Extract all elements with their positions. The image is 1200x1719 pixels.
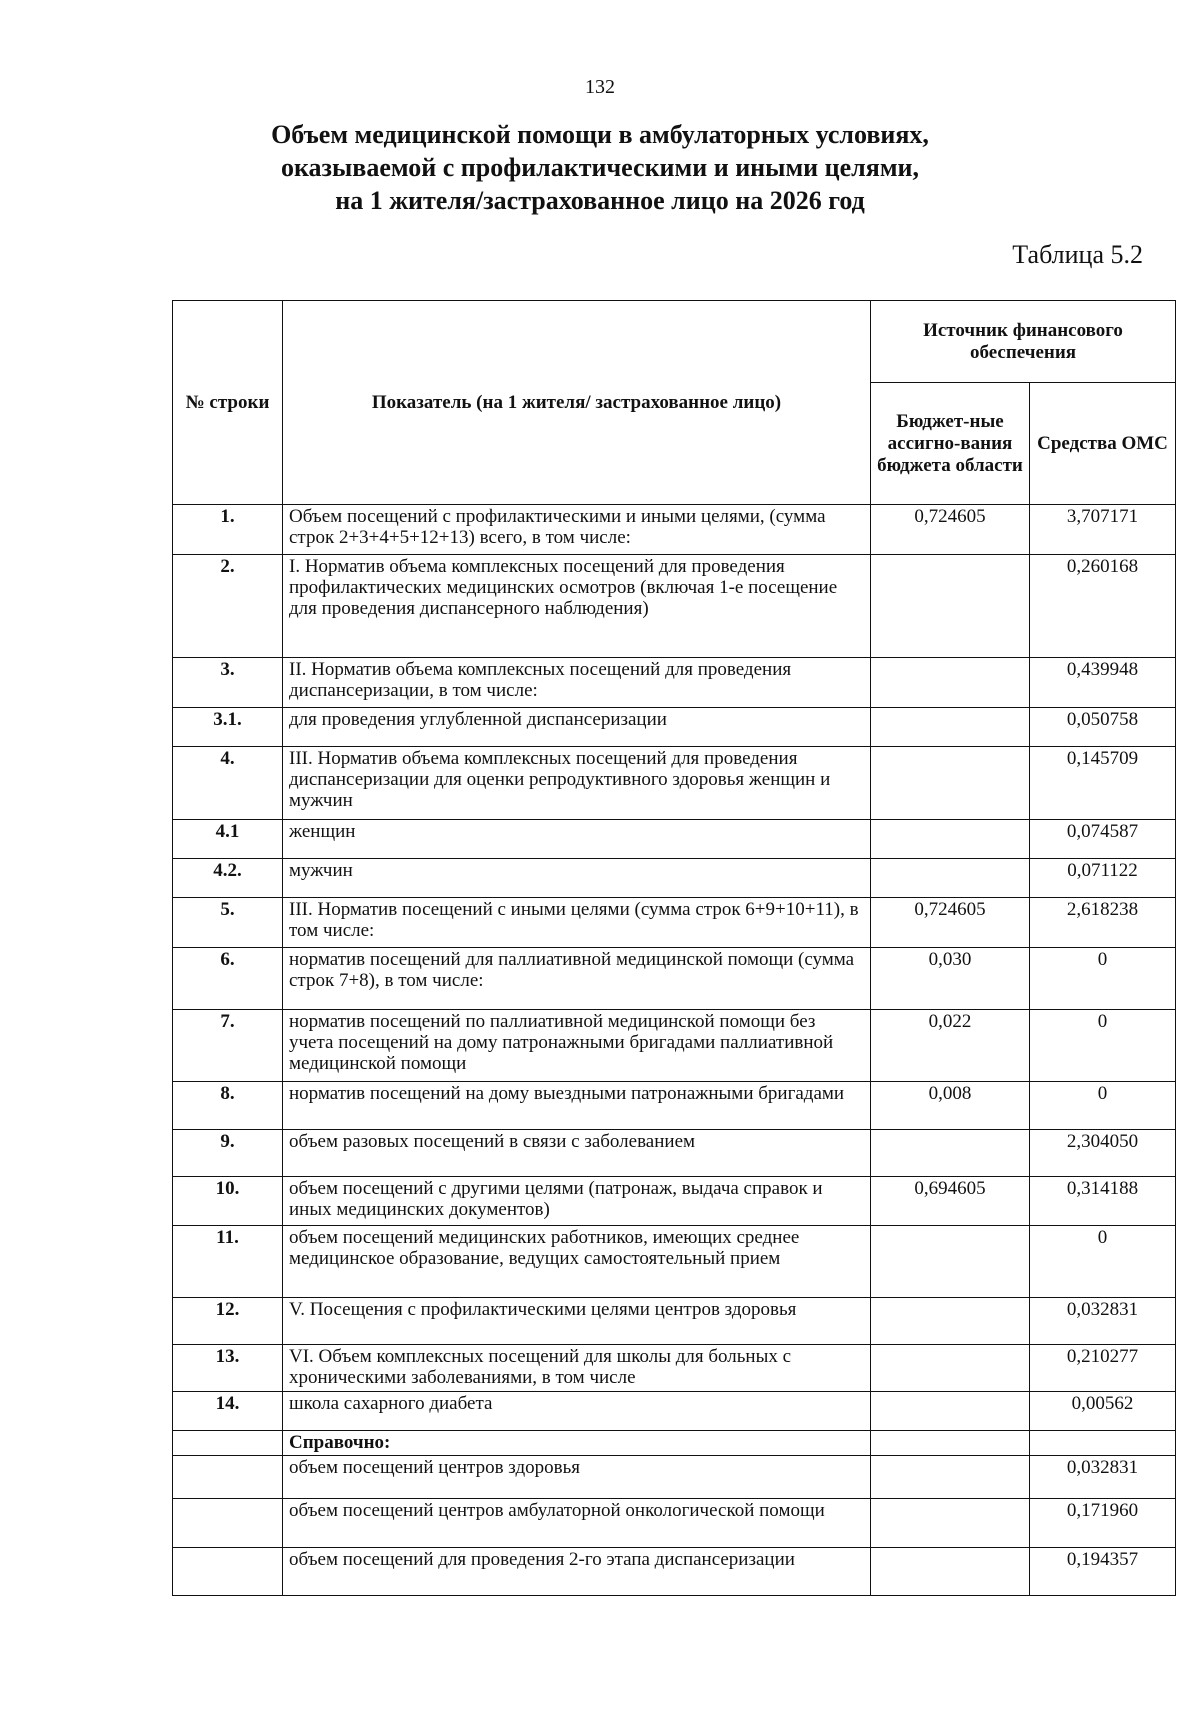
row-indicator: мужчин bbox=[283, 859, 871, 898]
table-row bbox=[173, 1226, 1176, 1298]
row-oms: 2,304050 bbox=[1030, 1130, 1176, 1177]
table-row bbox=[173, 1010, 1176, 1082]
row-indicator: объем посещений медицинских работников, имеющих среднее медицинское образование, ведущих самостоятельный прием bbox=[283, 1226, 871, 1298]
table-row bbox=[173, 820, 1176, 859]
row-oms: 0 bbox=[1030, 1226, 1176, 1298]
row-oms: 0,194357 bbox=[1030, 1548, 1176, 1596]
page-number: 132 bbox=[585, 76, 615, 98]
row-budget bbox=[871, 820, 1030, 859]
row-oms: 0 bbox=[1030, 948, 1176, 1010]
table-row bbox=[173, 1177, 1176, 1226]
row-number: 10. bbox=[173, 1177, 283, 1226]
row-number: 2. bbox=[173, 555, 283, 658]
table-row bbox=[173, 747, 1176, 820]
row-budget: 0,030 bbox=[871, 948, 1030, 1010]
row-number: 4. bbox=[173, 747, 283, 820]
table-label: Таблица 5.2 bbox=[1012, 240, 1143, 269]
row-number: 13. bbox=[173, 1345, 283, 1392]
row-indicator: норматив посещений для паллиативной медицинской помощи (сумма строк 7+8), в том числе: bbox=[283, 948, 871, 1010]
row-indicator: норматив посещений на дому выездными патронажными бригадами bbox=[283, 1082, 871, 1130]
row-number: 4.2. bbox=[173, 859, 283, 898]
row-budget bbox=[871, 1431, 1030, 1456]
table-row bbox=[173, 708, 1176, 747]
row-number: 7. bbox=[173, 1010, 283, 1082]
header-row-number: № строки bbox=[173, 301, 283, 505]
row-number: 9. bbox=[173, 1130, 283, 1177]
row-number: 12. bbox=[173, 1298, 283, 1345]
row-budget bbox=[871, 859, 1030, 898]
row-indicator: объем разовых посещений в связи с заболеванием bbox=[283, 1130, 871, 1177]
row-budget: 0,694605 bbox=[871, 1177, 1030, 1226]
row-budget bbox=[871, 1392, 1030, 1431]
row-budget bbox=[871, 1298, 1030, 1345]
row-indicator: Объем посещений с профилактическими и иными целями, (сумма строк 2+3+4+5+12+13) всего, в том числе: bbox=[283, 505, 871, 555]
row-oms: 3,707171 bbox=[1030, 505, 1176, 555]
table-row bbox=[173, 1082, 1176, 1130]
table-row bbox=[173, 1499, 1176, 1548]
row-budget: 0,008 bbox=[871, 1082, 1030, 1130]
document-title bbox=[0, 118, 1200, 217]
row-oms: 0 bbox=[1030, 1010, 1176, 1082]
table-row bbox=[173, 555, 1176, 658]
row-indicator: женщин bbox=[283, 820, 871, 859]
row-number bbox=[173, 1499, 283, 1548]
row-oms: 0,071122 bbox=[1030, 859, 1176, 898]
row-number: 4.1 bbox=[173, 820, 283, 859]
row-number: 8. bbox=[173, 1082, 283, 1130]
row-number: 11. bbox=[173, 1226, 283, 1298]
table-row bbox=[173, 859, 1176, 898]
title-line-1: Объем медицинской помощи в амбулаторных условиях, bbox=[271, 120, 929, 149]
row-budget bbox=[871, 708, 1030, 747]
row-indicator: III. Норматив объема комплексных посещений для проведения диспансеризации для оценки репродуктивного здоровья женщин и мужчин bbox=[283, 747, 871, 820]
row-indicator: объем посещений для проведения 2-го этапа диспансеризации bbox=[283, 1548, 871, 1596]
header-oms: Средства ОМС bbox=[1030, 383, 1176, 505]
table-row bbox=[173, 1345, 1176, 1392]
row-indicator: школа сахарного диабета bbox=[283, 1392, 871, 1431]
table-row bbox=[173, 1392, 1176, 1431]
row-number: 5. bbox=[173, 898, 283, 948]
row-oms: 0,050758 bbox=[1030, 708, 1176, 747]
row-number bbox=[173, 1456, 283, 1499]
row-budget bbox=[871, 747, 1030, 820]
row-budget bbox=[871, 1548, 1030, 1596]
row-budget bbox=[871, 1456, 1030, 1499]
row-indicator: объем посещений центров амбулаторной онкологической помощи bbox=[283, 1499, 871, 1548]
row-budget bbox=[871, 658, 1030, 708]
row-indicator: V. Посещения с профилактическими целями центров здоровья bbox=[283, 1298, 871, 1345]
row-number: 1. bbox=[173, 505, 283, 555]
row-oms: 0 bbox=[1030, 1082, 1176, 1130]
row-number: 14. bbox=[173, 1392, 283, 1431]
title-line-2: оказываемой с профилактическими и иными целями, bbox=[280, 153, 920, 182]
row-oms: 0,210277 bbox=[1030, 1345, 1176, 1392]
row-budget bbox=[871, 1499, 1030, 1548]
header-budget: Бюджет-ные ассигно-вания бюджета области bbox=[871, 383, 1030, 505]
row-indicator: норматив посещений по паллиативной медицинской помощи без учета посещений на дому патронажными бригадами паллиативной медицинской помощи bbox=[283, 1010, 871, 1082]
table-row bbox=[173, 658, 1176, 708]
table-row bbox=[173, 1456, 1176, 1499]
table-row bbox=[173, 1298, 1176, 1345]
row-number bbox=[173, 1548, 283, 1596]
row-oms: 0,032831 bbox=[1030, 1456, 1176, 1499]
row-oms: 0,00562 bbox=[1030, 1392, 1176, 1431]
table-row bbox=[173, 1130, 1176, 1177]
row-number: 3. bbox=[173, 658, 283, 708]
table-row bbox=[173, 948, 1176, 1010]
row-oms: 2,618238 bbox=[1030, 898, 1176, 948]
table-row bbox=[173, 1431, 1176, 1456]
table-row bbox=[173, 898, 1176, 948]
row-oms: 0,260168 bbox=[1030, 555, 1176, 658]
row-indicator: объем посещений центров здоровья bbox=[283, 1456, 871, 1499]
row-budget: 0,022 bbox=[871, 1010, 1030, 1082]
table-row bbox=[173, 505, 1176, 555]
row-oms: 0,314188 bbox=[1030, 1177, 1176, 1226]
row-budget: 0,724605 bbox=[871, 505, 1030, 555]
row-budget bbox=[871, 555, 1030, 658]
row-oms: 0,074587 bbox=[1030, 820, 1176, 859]
row-oms: 0,145709 bbox=[1030, 747, 1176, 820]
row-budget: 0,724605 bbox=[871, 898, 1030, 948]
row-budget bbox=[871, 1226, 1030, 1298]
header-indicator: Показатель (на 1 жителя/ застрахованное лицо) bbox=[283, 301, 871, 505]
row-indicator: III. Норматив посещений с иными целями (сумма строк 6+9+10+11), в том числе: bbox=[283, 898, 871, 948]
row-oms: 0,439948 bbox=[1030, 658, 1176, 708]
row-indicator: VI. Объем комплексных посещений для школы для больных с хроническими заболеваниями, в том числе bbox=[283, 1345, 871, 1392]
table-row bbox=[173, 1548, 1176, 1596]
row-oms: 0,171960 bbox=[1030, 1499, 1176, 1548]
row-budget bbox=[871, 1345, 1030, 1392]
title-line-3: на 1 жителя/застрахованное лицо на 2026 год bbox=[335, 186, 865, 215]
row-indicator: объем посещений с другими целями (патронаж, выдача справок и иных медицинских документов) bbox=[283, 1177, 871, 1226]
row-number: 6. bbox=[173, 948, 283, 1010]
volume-table bbox=[172, 300, 1176, 1596]
row-indicator: для проведения углубленной диспансеризации bbox=[283, 708, 871, 747]
row-oms bbox=[1030, 1431, 1176, 1456]
row-oms: 0,032831 bbox=[1030, 1298, 1176, 1345]
row-budget bbox=[871, 1130, 1030, 1177]
row-indicator: II. Норматив объема комплексных посещений для проведения диспансеризации, в том числе: bbox=[283, 658, 871, 708]
row-indicator: I. Норматив объема комплексных посещений для проведения профилактических медицинских осмотров (включая 1-е посещение для проведения диспансерного наблюдения) bbox=[283, 555, 871, 658]
row-indicator: Справочно: bbox=[283, 1431, 871, 1456]
row-number bbox=[173, 1431, 283, 1456]
header-funding-source: Источник финансового обеспечения bbox=[871, 301, 1176, 383]
row-number: 3.1. bbox=[173, 708, 283, 747]
